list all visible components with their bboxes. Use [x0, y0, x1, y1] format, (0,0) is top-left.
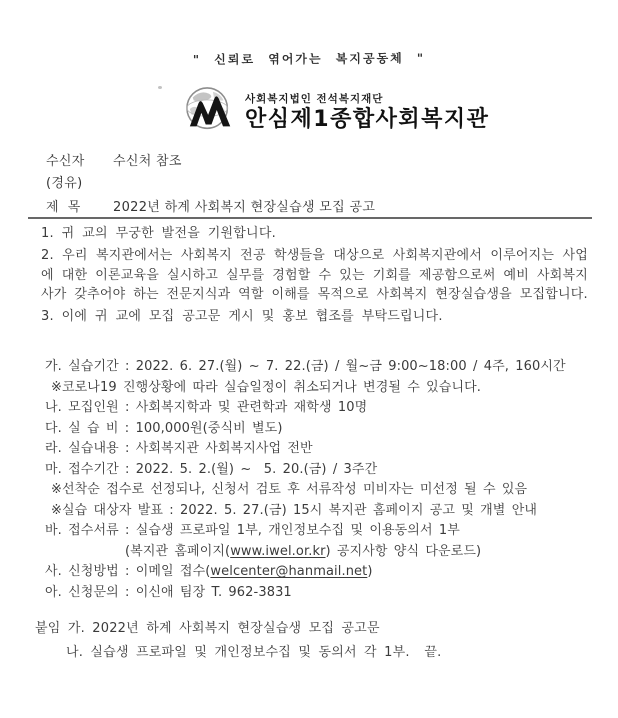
para-request: 3. 이에 귀 교에 모집 공고문 게시 및 홍보 협조를 부탁드립니다.: [41, 308, 443, 324]
detail-fee: 다. 실 습 비 : 100,000원(중식비 별도): [45, 420, 283, 436]
detail-training-content: 라. 실습내용 : 사회복지관 사회복지사업 전반: [45, 441, 313, 456]
detail-documents: 바. 접수서류 : 실습생 프로파일 1부, 개인정보수집 및 이용동의서 1부: [45, 523, 460, 538]
detail-training-period: 가. 실습기간 : 2022. 6. 27.(월) ~ 7. 22.(금) / 월~금 9:00~18:00 / 4주, 160시간: [45, 359, 566, 374]
download-note-suffix: ) 공지사항 양식 다운로드): [325, 543, 482, 559]
detail-covid-note: ※코로나19 진행상황에 따라 실습일정이 취소되거나 변경될 수 있습니다.: [51, 379, 482, 395]
recipient-label: 수신자: [46, 154, 85, 169]
apply-method-suffix: ): [367, 564, 373, 579]
para-greeting: 1. 귀 교의 무궁한 발전을 기원합니다.: [41, 226, 276, 241]
via-label: (경유): [46, 176, 83, 191]
globe-people-logo-icon: [184, 86, 238, 136]
org-logo-block: [184, 86, 489, 136]
org-name: 안심제1종합사회복지관: [245, 106, 490, 132]
apply-method-prefix: 사. 신청방법 : 이메일 접수(: [45, 564, 211, 579]
detail-recruit-count: 나. 모집인원 : 사회복지학과 및 관련학과 재학생 10명: [45, 400, 368, 415]
recipient-value: 수신처 참조: [113, 154, 182, 169]
attachments-block: [35, 617, 595, 664]
detail-documents-download: [45, 542, 603, 563]
subject-value: 2022년 하계 사회복지 현장실습생 모집 공고: [113, 200, 376, 215]
detail-selection-note: ※선착순 접수로 선정되나, 신청서 검토 후 서류작성 미비자는 미선정 될 수 있음: [51, 482, 528, 497]
recruitment-details: [45, 357, 603, 603]
scan-artifact: [158, 86, 162, 89]
detail-application-period: 마. 접수기간 : 2022. 5. 2.(월) ~ 5. 20.(금) / 3주간: [45, 461, 378, 477]
org-foundation-name: 사회복지법인 전석복지재단: [245, 92, 384, 105]
detail-announcement-note: ※실습 대상자 발표 : 2022. 5. 27.(금) 15시 복지관 홈페이지 공고 및 개별 안내: [51, 502, 538, 518]
subject-row: [46, 196, 375, 215]
detail-apply-method: [45, 562, 603, 583]
divider-line: [28, 217, 592, 219]
subject-label: 제 목: [46, 200, 81, 215]
org-text-block: [245, 91, 489, 131]
attachment-line-2: 나. 실습생 프로파일 및 개인정보수집 및 동의서 각 1부. 끝.: [66, 644, 442, 660]
homepage-link[interactable]: www.iwel.or.kr: [230, 543, 326, 559]
recipient-row: [46, 150, 182, 169]
letter-body: [41, 224, 588, 327]
email-link[interactable]: welcenter@hanmail.net: [210, 564, 368, 579]
download-note-prefix: (복지관 홈페이지(: [125, 543, 231, 559]
attachment-line-1: 붙임 가. 2022년 하계 사회복지 현장실습생 모집 공고문: [35, 621, 380, 636]
slogan-text: " 신뢰로 엮어가는 복지공동체 ": [192, 51, 426, 67]
para-purpose: 2. 우리 복지관에서는 사회복지 전공 학생들을 대상으로 사회복지관에서 이루어지는 사업에 대한 이론교육을 실시하고 실무를 경험할 수 있는 기회를 제공함으로써 예비 사회복지사가 갖추어야 하는 전문지식과 역할 이해를 목적으로 사회복지 현장실습생을 모집합니다.: [41, 248, 588, 302]
detail-contact: 아. 신청문의 : 이신애 팀장 T. 962-3831: [45, 584, 292, 600]
